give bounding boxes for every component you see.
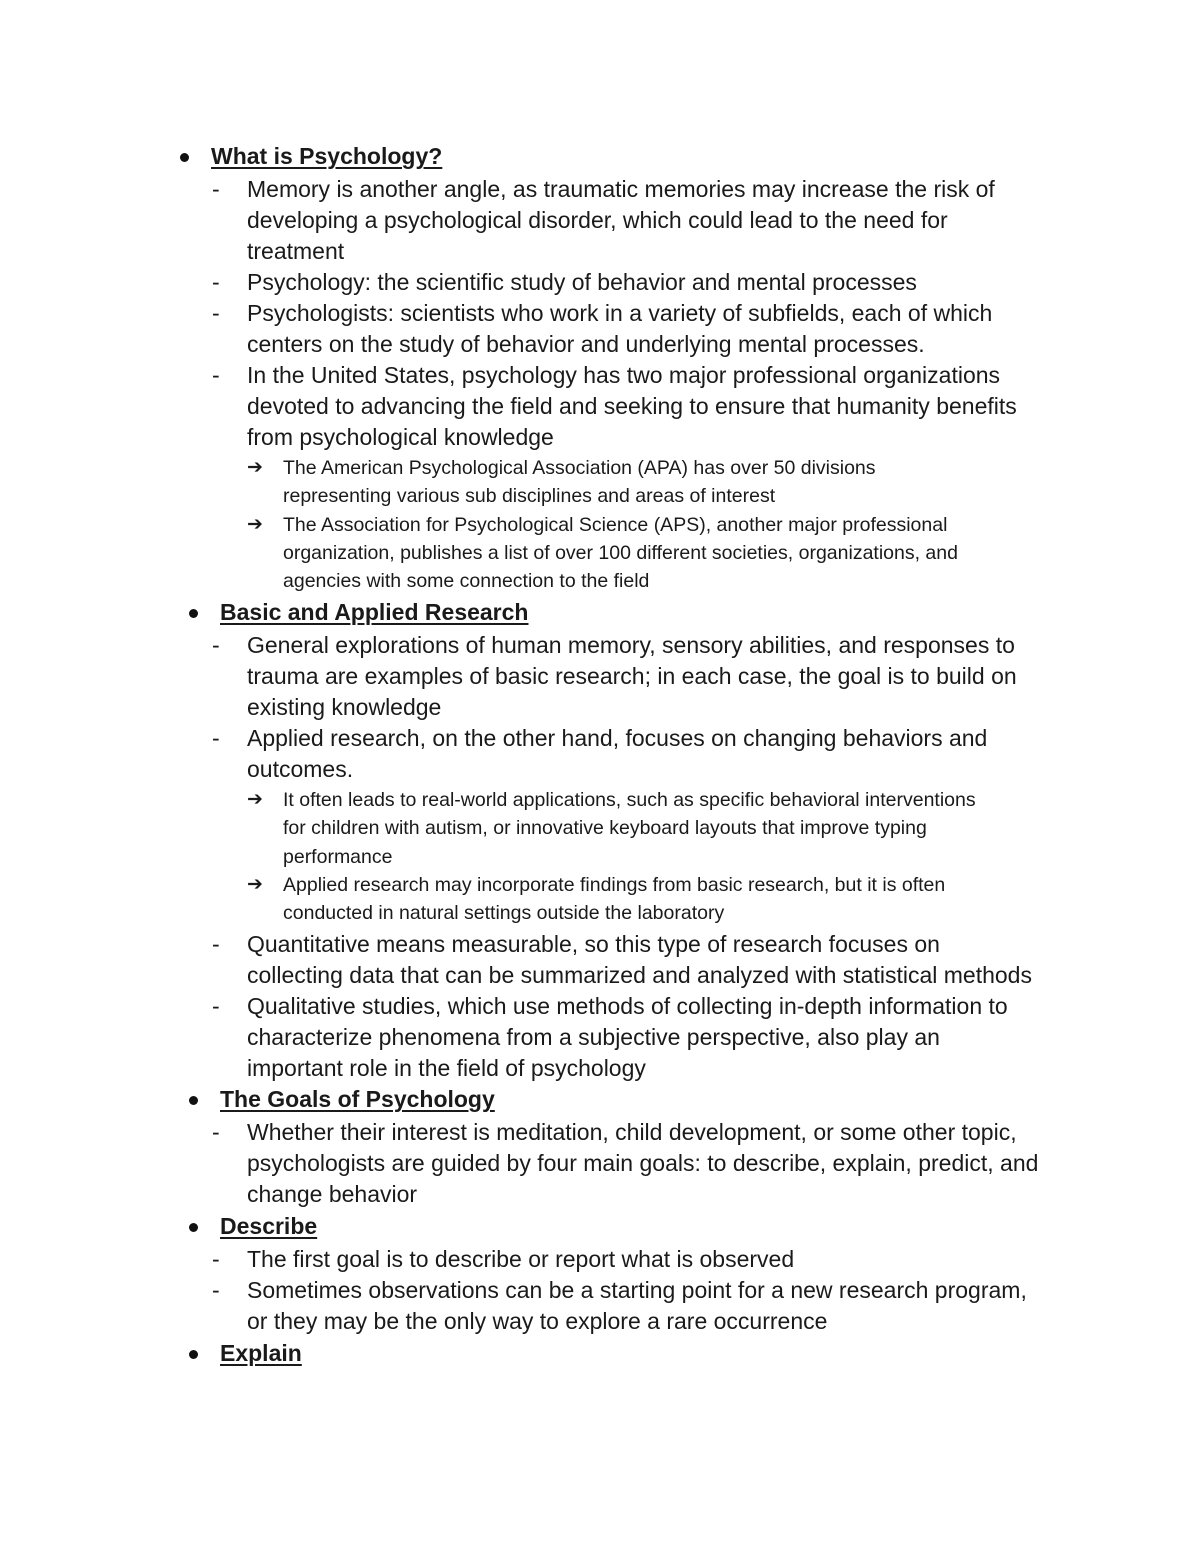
sub-list-item-line: representing various sub disciplines and areas of interest	[283, 485, 776, 508]
dash-bullet: -	[212, 992, 220, 1019]
list-item	[247, 991, 1067, 1084]
sub-list-item	[283, 786, 1073, 871]
sub-list-item-line: It often leads to real-world applications, such as specific behavioral interventions	[283, 789, 976, 811]
sub-list-item	[283, 511, 1073, 596]
dash-bullet: -	[212, 725, 220, 751]
list-item-line: psychologists are guided by four main goals: to describe, explain, predict, and	[247, 1150, 1039, 1176]
section-heading	[189, 1084, 495, 1115]
list-item-line: important role in the field of psychology	[247, 1054, 646, 1081]
list-item	[247, 360, 1067, 453]
list-item-line: Quantitative means measurable, so this type of research focuses on	[247, 930, 940, 957]
sub-list-item-line: conducted in natural settings outside the laboratory	[283, 902, 725, 925]
list-item-line: Qualitative studies, which use methods of collecting in-depth information to	[247, 992, 1008, 1019]
list-item-line: collecting data that can be summarized and analyzed with statistical methods	[247, 961, 1032, 988]
dash-bullet: -	[212, 1246, 220, 1272]
sub-list-item	[283, 454, 1073, 511]
bullet-icon	[180, 153, 189, 162]
sub-list-item-line: Applied research may incorporate findings from basic research, but it is often	[283, 873, 946, 896]
list-item	[247, 929, 1067, 991]
list-item-line: outcomes.	[247, 756, 354, 782]
section-heading	[180, 141, 442, 172]
sub-list-item-line: The American Psychological Association (APA) has over 50 divisions	[283, 457, 876, 479]
dash-bullet: -	[212, 362, 220, 388]
dash-bullet: -	[212, 300, 220, 326]
dash-bullet: -	[212, 176, 220, 202]
sub-list-item-line: agencies with some connection to the field	[283, 570, 650, 593]
list-item-line: developing a psychological disorder, which could lead to the need for	[247, 207, 948, 233]
dash-bullet: -	[212, 632, 220, 658]
sub-list-item-line: The Association for Psychological Science (APS), another major professional	[283, 513, 948, 536]
list-item	[247, 174, 1067, 267]
list-item	[247, 1117, 1067, 1210]
dash-bullet: -	[212, 1277, 220, 1303]
list-item-line: characterize phenomena from a subjective perspective, also play an	[247, 1023, 940, 1050]
list-item-line: devoted to advancing the field and seeking to ensure that humanity benefits	[247, 393, 1017, 419]
bullet-icon	[189, 609, 198, 618]
list-item-line: Whether their interest is meditation, child development, or some other topic,	[247, 1119, 1017, 1145]
list-item-line: Sometimes observations can be a starting point for a new research program,	[247, 1277, 1027, 1303]
list-item-line: Psychologists: scientists who work in a variety of subfields, each of which	[247, 300, 993, 326]
list-item	[247, 630, 1067, 723]
dash-bullet: -	[212, 1119, 220, 1145]
list-item-line: In the United States, psychology has two major professional organizations	[247, 362, 1001, 388]
list-item-line: General explorations of human memory, sensory abilities, and responses to	[247, 632, 1015, 658]
section-heading-text: The Goals of Psychology	[220, 1086, 495, 1112]
list-item	[247, 1275, 1067, 1337]
section-heading	[189, 597, 528, 628]
sub-list-item-line: for children with autism, or innovative keyboard layouts that improve typing	[283, 817, 927, 840]
list-item-line: The first goal is to describe or report what is observed	[247, 1246, 795, 1272]
list-item-line: trauma are examples of basic research; in each case, the goal is to build on	[247, 663, 1017, 689]
list-item-line: existing knowledge	[247, 694, 442, 720]
arrow-bullet-icon: ➔	[247, 457, 263, 478]
list-item-line: from psychological knowledge	[247, 424, 554, 450]
list-item-line: or they may be the only way to explore a rare occurrence	[247, 1308, 828, 1334]
section-heading	[189, 1211, 317, 1242]
list-item-line: centers on the study of behavior and underlying mental processes.	[247, 331, 925, 357]
list-item-line: treatment	[247, 238, 345, 264]
dash-bullet: -	[212, 269, 220, 295]
arrow-bullet-icon: ➔	[247, 513, 263, 535]
list-item	[247, 298, 1067, 360]
list-item-line: Memory is another angle, as traumatic memories may increase the risk of	[247, 176, 995, 202]
section-heading-text: What is Psychology?	[211, 143, 443, 169]
list-item-line: Applied research, on the other hand, focuses on changing behaviors and	[247, 725, 988, 751]
section-heading	[189, 1338, 302, 1369]
list-item	[247, 723, 1067, 785]
list-item	[247, 267, 1067, 298]
sub-list-item-line: organization, publishes a list of over 100 different societies, organizations, and	[283, 541, 958, 564]
dash-bullet: -	[212, 930, 220, 957]
arrow-bullet-icon: ➔	[247, 789, 263, 810]
list-item-line: Psychology: the scientific study of behavior and mental processes	[247, 269, 917, 295]
arrow-bullet-icon: ➔	[247, 873, 263, 895]
sub-list-item-line: performance	[283, 845, 393, 868]
list-item	[247, 1244, 1067, 1275]
list-item-line: change behavior	[247, 1181, 418, 1207]
section-heading-text: Basic and Applied Research	[220, 599, 529, 625]
section-heading-text: Explain	[220, 1340, 302, 1366]
bullet-icon	[189, 1096, 198, 1105]
sub-list-item	[283, 871, 1073, 928]
section-heading-text: Describe	[220, 1213, 318, 1239]
bullet-icon	[189, 1350, 198, 1359]
bullet-icon	[189, 1223, 198, 1232]
